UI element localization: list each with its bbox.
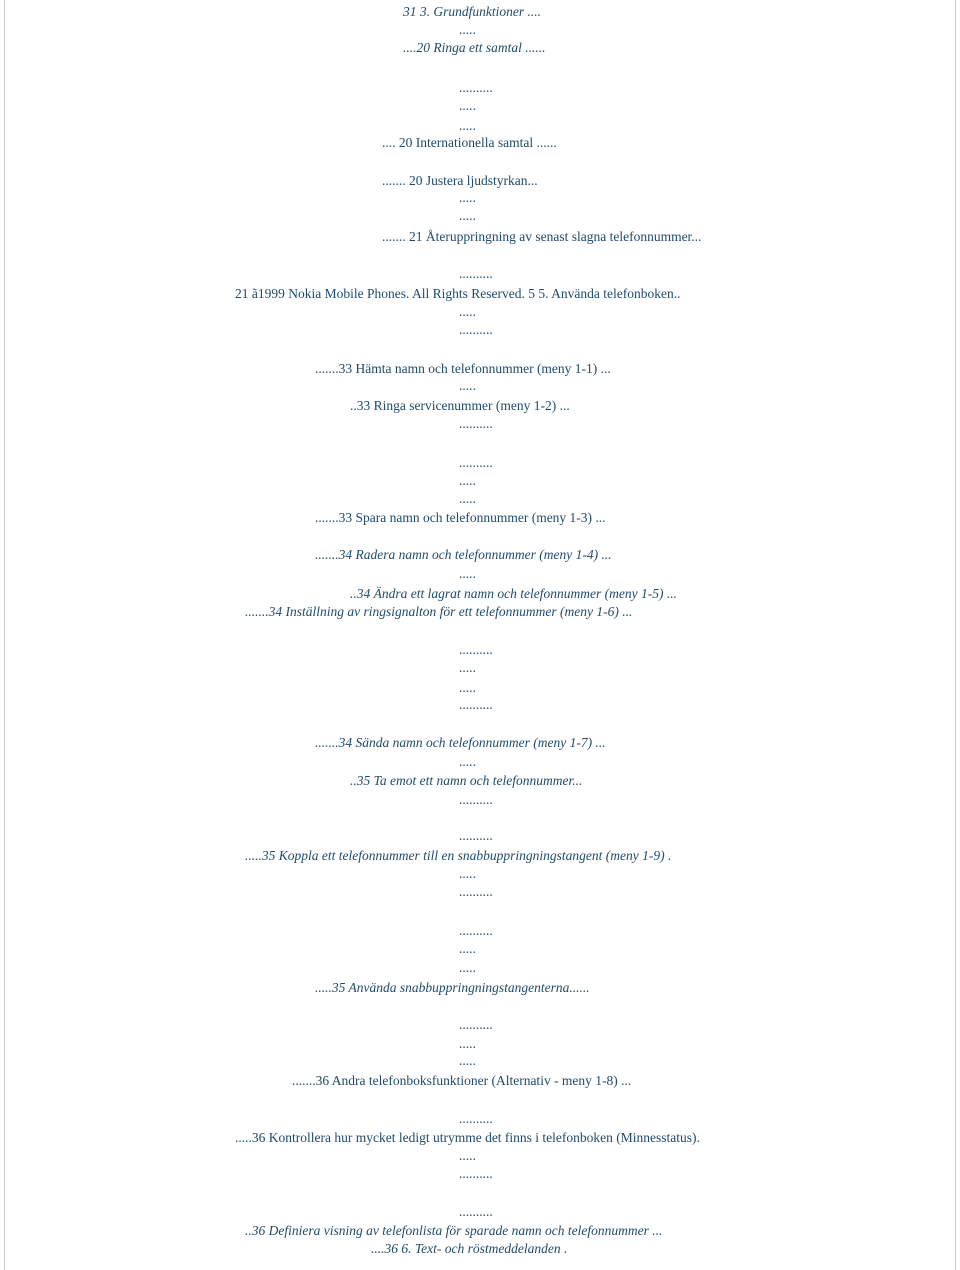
- toc-dot-leader: ..........: [459, 1111, 493, 1126]
- toc-dot-leader: .....: [459, 491, 476, 506]
- toc-dot-leader: ..........: [459, 266, 493, 281]
- toc-dot-leader: .....: [459, 680, 476, 695]
- toc-dot-leader: ..........: [459, 80, 493, 95]
- toc-entry: ..35 Ta emot ett namn och telefonnummer...: [350, 773, 583, 788]
- toc-entry: .......34 Sända namn och telefonnummer (meny 1-7) ...: [315, 735, 606, 750]
- toc-entry: .... 20 Internationella samtal ......: [382, 135, 557, 150]
- toc-entry: .....36 Kontrollera hur mycket ledigt utrymme det finns i telefonboken (Minnesstatus).: [235, 1130, 700, 1145]
- toc-entry: ....... 21 Återuppringning av senast slagna telefonnummer...: [382, 229, 702, 244]
- toc-entry: .......33 Spara namn och telefonnummer (meny 1-3) ...: [315, 510, 606, 525]
- toc-entry: ....20 Ringa ett samtal ......: [403, 40, 546, 55]
- toc-entry: 31 3. Grundfunktioner ....: [403, 4, 541, 19]
- toc-entry: .......34 Inställning av ringsignalton för ett telefonnummer (meny 1-6) ...: [245, 604, 633, 619]
- toc-dot-leader: .....: [459, 208, 476, 223]
- toc-dot-leader: ..........: [459, 884, 493, 899]
- toc-dot-leader: .....: [459, 304, 476, 319]
- toc-dot-leader: .....: [459, 941, 476, 956]
- toc-dot-leader: .....: [459, 190, 476, 205]
- toc-dot-leader: ..........: [459, 828, 493, 843]
- toc-dot-leader: ..........: [459, 455, 493, 470]
- toc-dot-leader: .....: [459, 754, 476, 769]
- toc-dot-leader: ..........: [459, 792, 493, 807]
- toc-entry: ..34 Ändra ett lagrat namn och telefonnummer (meny 1-5) ...: [350, 586, 677, 601]
- toc-dot-leader: .....: [459, 866, 476, 881]
- toc-dot-leader: .....: [459, 1036, 476, 1051]
- toc-entry: 21 ã1999 Nokia Mobile Phones. All Rights Reserved. 5 5. Använda telefonboken..: [235, 286, 681, 301]
- toc-entry: .......33 Hämta namn och telefonnummer (meny 1-1) ...: [315, 361, 611, 376]
- toc-dot-leader: .....: [459, 378, 476, 393]
- toc-entry: .....35 Använda snabbuppringningstangenterna......: [315, 980, 590, 995]
- toc-dot-leader: .....: [459, 118, 476, 133]
- toc-dot-leader: ..........: [459, 1017, 493, 1032]
- toc-dot-leader: .....: [459, 473, 476, 488]
- toc-dot-leader: ..........: [459, 1166, 493, 1181]
- toc-dot-leader: .....: [459, 566, 476, 581]
- toc-entry: ....36 6. Text- och röstmeddelanden .: [371, 1241, 568, 1256]
- toc-dot-leader: .....: [459, 1148, 476, 1163]
- toc-entry: ..36 Definiera visning av telefonlista för sparade namn och telefonnummer ...: [245, 1223, 663, 1238]
- toc-dot-leader: ..........: [459, 322, 493, 337]
- toc-dot-leader: ..........: [459, 697, 493, 712]
- toc-dot-leader: ..........: [459, 923, 493, 938]
- toc-dot-leader: ..........: [459, 416, 493, 431]
- toc-entry: ....... 20 Justera ljudstyrkan...: [382, 173, 538, 188]
- toc-entry: .......34 Radera namn och telefonnummer (meny 1-4) ...: [315, 547, 612, 562]
- toc-dot-leader: .....: [459, 98, 476, 113]
- toc-entry: ..33 Ringa servicenummer (meny 1-2) ...: [350, 398, 570, 413]
- toc-dot-leader: .....: [459, 22, 476, 37]
- toc-entry: .....35 Koppla ett telefonnummer till en snabbuppringningstangent (meny 1-9) .: [245, 848, 672, 863]
- toc-dot-leader: .....: [459, 960, 476, 975]
- toc-dot-leader: .....: [459, 660, 476, 675]
- toc-dot-leader: ..........: [459, 1204, 493, 1219]
- toc-entry: .......36 Andra telefonboksfunktioner (Alternativ - meny 1-8) ...: [292, 1073, 632, 1088]
- toc-dot-leader: ..........: [459, 642, 493, 657]
- toc-dot-leader: .....: [459, 1053, 476, 1068]
